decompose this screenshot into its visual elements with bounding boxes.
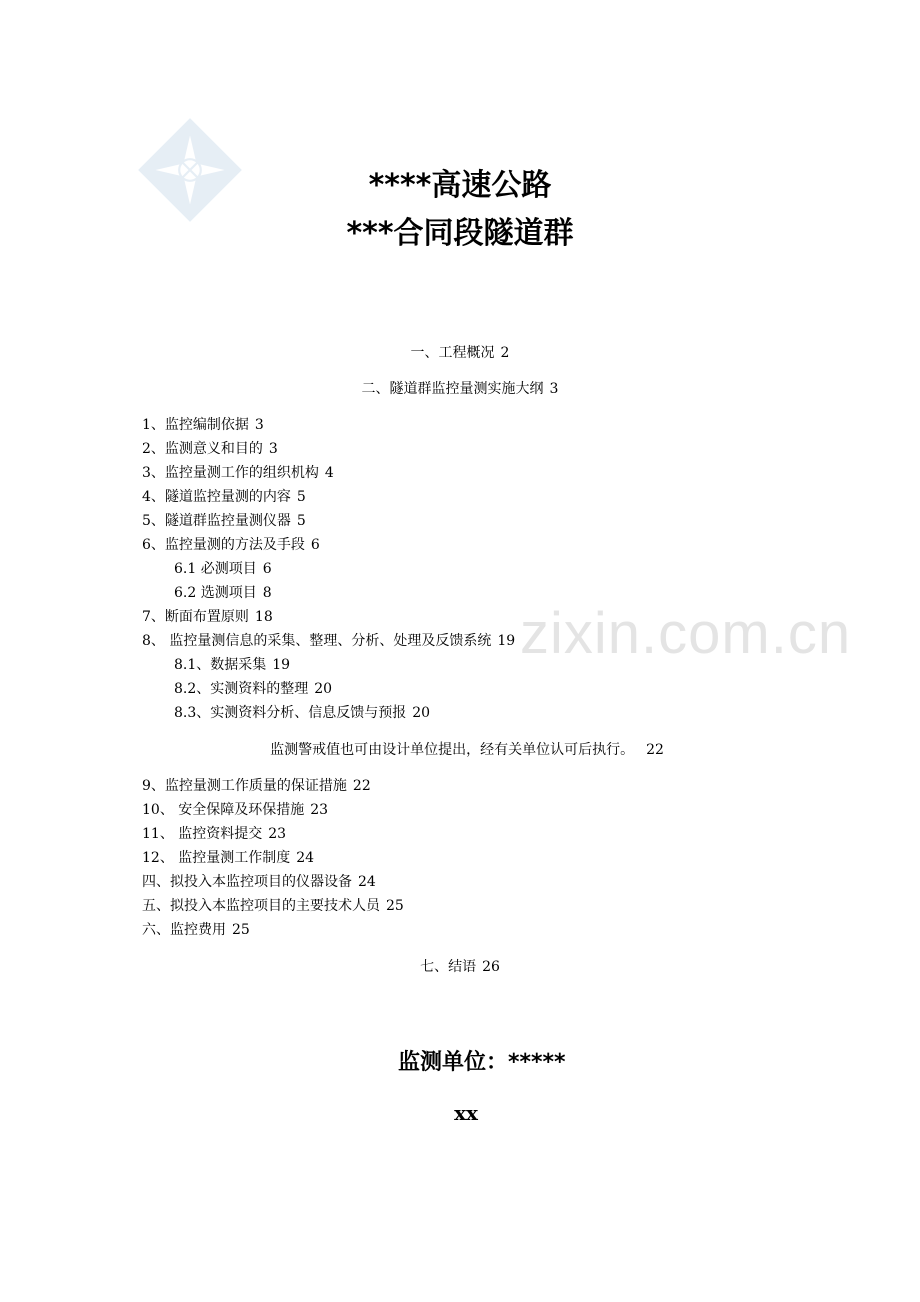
toc-page: 19 [272, 657, 291, 673]
toc-label: 五、拟投入本监控项目的主要技术人员 [142, 898, 380, 914]
document-title-line2: ***合同段隧道群 [346, 216, 574, 251]
toc-entry [142, 896, 404, 916]
toc-page: 3 [549, 381, 559, 397]
toc-entry [142, 607, 273, 627]
toc-label: 二、隧道群监控量测实施大纲 [361, 381, 544, 397]
toc-page: 18 [254, 609, 273, 625]
toc-label: 3、监控量测工作的组织机构 [142, 465, 319, 481]
monitoring-unit: 监测单位：***** [398, 1050, 566, 1075]
toc-entry [142, 439, 278, 459]
toc-entry [142, 631, 515, 651]
toc-page: 6 [310, 537, 320, 553]
toc-page: 6 [262, 561, 272, 577]
toc-label: 6.1 必测项目 [174, 561, 257, 577]
toc-label: 2、监测意义和目的 [142, 441, 263, 457]
toc-label: 8.3、实测资料分析、信息反馈与预报 [174, 705, 407, 721]
toc-page: 26 [482, 959, 500, 975]
toc-label: 7、断面布置原则 [142, 609, 249, 625]
toc-label: 5、隧道群监控量测仪器 [142, 513, 291, 529]
toc-entry [0, 957, 920, 977]
toc-label: 1、监控编制依据 [142, 417, 249, 433]
document-date: xx [454, 1101, 478, 1125]
toc-page: 3 [254, 417, 264, 433]
toc-label: 4、隧道监控量测的内容 [142, 489, 291, 505]
document-title-line1: ****高速公路 [368, 168, 552, 203]
toc-page: 2 [500, 345, 510, 361]
toc-page: 22 [352, 778, 371, 794]
toc-entry [174, 703, 430, 723]
toc-label: 10、 安全保障及环保措施 [142, 802, 305, 818]
toc-page: 5 [296, 513, 306, 529]
toc-label: 6.2 选测项目 [174, 585, 257, 601]
toc-page: 23 [268, 826, 287, 842]
toc-label: 六、监控费用 [142, 922, 226, 938]
toc-entry [142, 415, 264, 435]
toc-entry [0, 740, 920, 760]
toc-page: 3 [268, 441, 278, 457]
toc-page: 25 [232, 922, 250, 938]
toc-label: 8、 监控量测信息的采集、整理、分析、处理及反馈系统 [142, 633, 492, 649]
toc-label: 一、工程概况 [410, 345, 495, 361]
toc-page: 24 [296, 850, 315, 866]
toc-page: 4 [324, 465, 334, 481]
toc-label: 12、 监控量测工作制度 [142, 850, 291, 866]
toc-entry [142, 487, 306, 507]
toc-label: 监测警戒值也可由设计单位提出，经有关单位认可后执行。 [270, 742, 635, 758]
toc-page: 5 [296, 489, 306, 505]
toc-label: 8.1、数据采集 [174, 657, 267, 673]
toc-label: 8.2、实测资料的整理 [174, 681, 309, 697]
toc-page: 20 [314, 681, 333, 697]
toc-label: 七、结语 [420, 959, 477, 975]
toc-page: 25 [386, 898, 404, 914]
toc-page: 19 [497, 633, 516, 649]
toc-label: 9、监控量测工作质量的保证措施 [142, 778, 347, 794]
toc-page: 20 [412, 705, 431, 721]
toc-entry [0, 379, 920, 399]
toc-entry [174, 679, 332, 699]
toc-entry [142, 776, 371, 796]
toc-entry [174, 655, 290, 675]
toc-entry [174, 559, 272, 579]
toc-entry [142, 463, 334, 483]
toc-entry [174, 583, 272, 603]
toc-entry [142, 848, 314, 868]
toc-label: 四、拟投入本监控项目的仪器设备 [142, 874, 352, 890]
toc-entry [142, 535, 320, 555]
toc-page: 23 [310, 802, 329, 818]
toc-page: 24 [358, 874, 376, 890]
toc-entry [142, 511, 306, 531]
toc-entry [0, 343, 920, 363]
toc-entry [142, 800, 328, 820]
toc-entry [142, 920, 250, 940]
watermark-url: zixin.com.cn [520, 601, 852, 666]
toc-label: 6、监控量测的方法及手段 [142, 537, 305, 553]
toc-label: 11、 监控资料提交 [142, 826, 263, 842]
toc-page: 8 [262, 585, 272, 601]
toc-entry [142, 824, 286, 844]
toc-page: 22 [646, 742, 664, 758]
toc-entry [142, 872, 376, 892]
